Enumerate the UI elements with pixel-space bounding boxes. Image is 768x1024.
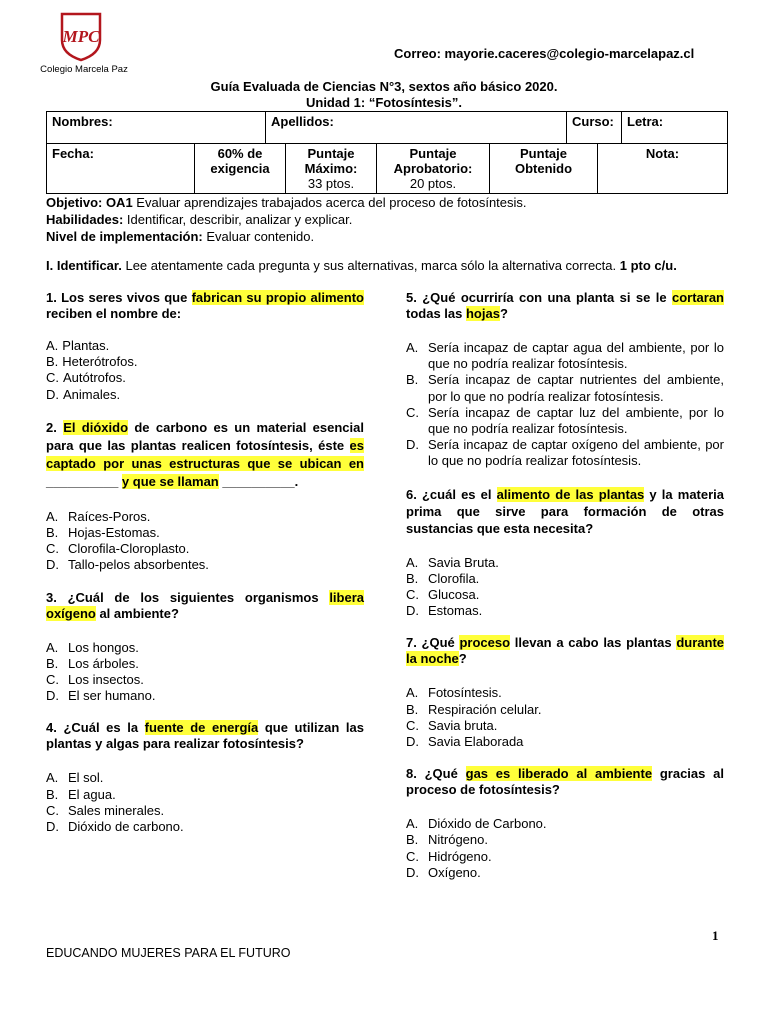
question-8-options: [406, 816, 724, 881]
nombres-cell[interactable]: Nombres:: [47, 112, 266, 144]
question-7: [406, 635, 724, 750]
school-name: Colegio Marcela Paz: [40, 64, 128, 75]
apellidos-cell[interactable]: Apellidos:: [266, 112, 567, 144]
habilidades-text: Identificar, describir, analizar y explicar.: [123, 212, 353, 227]
footer-motto: EDUCANDO MUJERES PARA EL FUTURO: [46, 946, 291, 960]
section-label: I. Identificar.: [46, 258, 122, 273]
puntaje-obtenido-cell[interactable]: Puntaje Obtenido: [490, 144, 598, 194]
option-d[interactable]: D. Animales.: [46, 386, 121, 402]
nivel-line: [46, 228, 314, 245]
puntaje-aprobatorio-cell: [377, 144, 490, 194]
question-3-options: [46, 640, 364, 705]
email-line: Correo: mayorie.caceres@colegio-marcelapaz.cl: [394, 46, 695, 61]
question-8-text: 8. ¿Qué gas es liberado al ambiente gracias al proceso de fotosíntesis?: [406, 766, 724, 798]
option-b[interactable]: B. Heterótrofos.: [46, 354, 138, 370]
question-2-text: 2. El dióxido de carbono es un material esencial para que las plantas realicen fotosíntesis, éste es captado por unas estructuras que se ubican en __________ y que se llaman __________.: [46, 419, 364, 489]
nota-cell[interactable]: Nota:: [598, 144, 728, 194]
option-b[interactable]: B. Clorofila.: [406, 570, 480, 586]
section-instructions: [46, 258, 677, 273]
puntaje-aprobatorio-label: Puntaje Aprobatorio:: [393, 146, 473, 176]
page-number: 1: [712, 928, 719, 943]
section-text: Lee atentamente cada pregunta y sus alternativas, marca sólo la alternativa correcta.: [121, 258, 620, 273]
school-logo: [56, 10, 106, 62]
option-a[interactable]: A. Savia Bruta.: [406, 554, 499, 570]
question-4: [46, 720, 364, 835]
option-b[interactable]: B. El agua.: [46, 786, 116, 802]
option-a[interactable]: A. Fotosíntesis.: [406, 685, 502, 701]
option-b[interactable]: B. Los árboles.: [46, 655, 139, 671]
question-1: [46, 290, 364, 403]
option-a[interactable]: A. Sería incapaz de captar agua del ambiente, por lo que no podría realizar fotosíntesis.: [406, 340, 724, 372]
option-c[interactable]: C. Sería incapaz de captar luz del ambiente, por lo que no podría realizar fotosíntesis.: [406, 404, 724, 437]
option-d[interactable]: D. Estomas.: [406, 603, 483, 619]
questions-right-column: [406, 290, 724, 897]
option-d[interactable]: D. Dióxido de carbono.: [46, 819, 184, 835]
questions-left-column: [46, 290, 364, 851]
objetivo-label: Objetivo: OA1: [46, 195, 133, 210]
curso-cell[interactable]: Curso:: [567, 112, 622, 144]
nivel-label: Nivel de implementación:: [46, 229, 203, 244]
question-8: [406, 766, 724, 881]
question-2-options: [46, 509, 364, 574]
question-1-options: [46, 338, 364, 403]
section-points: 1 pto c/u.: [619, 258, 677, 273]
question-5-text: 5. ¿Qué ocurriría con una planta si se le cortaran todas las hojas?: [406, 290, 724, 321]
objetivo-text: Evaluar aprendizajes trabajados acerca del proceso de fotosíntesis.: [132, 195, 527, 210]
option-d[interactable]: D. El ser humano.: [46, 688, 156, 704]
question-6-options: [406, 555, 724, 620]
puntaje-aprobatorio-value: 20 ptos.: [409, 176, 457, 191]
unit-title: Unidad 1: “Fotosíntesis”.: [305, 95, 462, 110]
question-6-text: 6. ¿cuál es el alimento de las plantas y la materia prima que sirve para formación de otras sustancias que esta necesita?: [406, 486, 725, 536]
question-4-options: [46, 770, 364, 835]
puntaje-maximo-cell: [286, 144, 377, 194]
question-1-text: 1. Los seres vivos que fabrican su propio alimento reciben el nombre de:: [46, 290, 364, 321]
option-d[interactable]: D. Tallo-pelos absorbentes.: [46, 557, 209, 573]
option-a[interactable]: A. Los hongos.: [46, 639, 139, 655]
option-c[interactable]: C. Glucosa.: [406, 587, 480, 603]
guide-title: Guía Evaluada de Ciencias N°3, sextos año básico 2020.: [210, 79, 558, 94]
option-c[interactable]: C. Autótrofos.: [46, 370, 126, 386]
option-d[interactable]: D. Oxígeno.: [406, 864, 481, 880]
option-c[interactable]: C. Savia bruta.: [406, 717, 498, 733]
habilidades-line: [46, 211, 352, 228]
option-d[interactable]: D. Savia Elaborada: [406, 734, 524, 750]
option-a[interactable]: A. El sol.: [46, 770, 104, 786]
option-c[interactable]: C. Hidrógeno.: [406, 848, 492, 864]
habilidades-label: Habilidades:: [46, 212, 124, 227]
question-3: [46, 590, 364, 705]
question-7-options: [406, 685, 724, 750]
option-a[interactable]: A. Dióxido de Carbono.: [406, 816, 547, 832]
exigencia-cell: 60% de exigencia: [195, 144, 286, 194]
letra-cell[interactable]: Letra:: [622, 112, 728, 144]
question-7-text: 7. ¿Qué proceso llevan a cabo las plantas durante la noche?: [406, 635, 724, 667]
question-6: [406, 486, 724, 620]
student-info-table: [46, 111, 728, 144]
option-b[interactable]: B. Nitrógeno.: [406, 832, 488, 848]
question-5: [406, 290, 724, 470]
nivel-text: Evaluar contenido.: [202, 229, 315, 244]
option-a[interactable]: A. Plantas.: [46, 338, 110, 353]
fecha-cell[interactable]: Fecha:: [47, 144, 195, 194]
option-c[interactable]: C. Clorofila-Cloroplasto.: [46, 541, 190, 557]
score-table: [46, 143, 728, 194]
question-4-text: 4. ¿Cuál es la fuente de energía que utilizan las plantas y algas para realizar fotosíntesis?: [46, 720, 364, 752]
puntaje-maximo-label: Puntaje Máximo:: [304, 146, 358, 176]
question-5-options: [406, 340, 724, 470]
option-b[interactable]: B. Respiración celular.: [406, 701, 542, 717]
option-b[interactable]: B. Hojas-Estomas.: [46, 525, 160, 541]
question-3-text: 3. ¿Cuál de los siguientes organismos libera oxígeno al ambiente?: [46, 589, 364, 621]
logo-lettering: MPC: [62, 27, 100, 46]
option-a[interactable]: A. Raíces-Poros.: [46, 508, 151, 524]
option-c[interactable]: C. Sales minerales.: [46, 802, 165, 818]
objetivo-line: [46, 194, 527, 211]
option-c[interactable]: C. Los insectos.: [46, 672, 144, 688]
option-b[interactable]: B. Sería incapaz de captar nutrientes del ambiente, por lo que no podría realizar fotosíntesis.: [406, 372, 724, 404]
option-d[interactable]: D. Sería incapaz de captar oxígeno del ambiente, por lo que no podría realizar fotosíntesis.: [406, 437, 724, 469]
puntaje-maximo-value: 33 ptos.: [307, 176, 355, 191]
question-2: [46, 419, 364, 574]
